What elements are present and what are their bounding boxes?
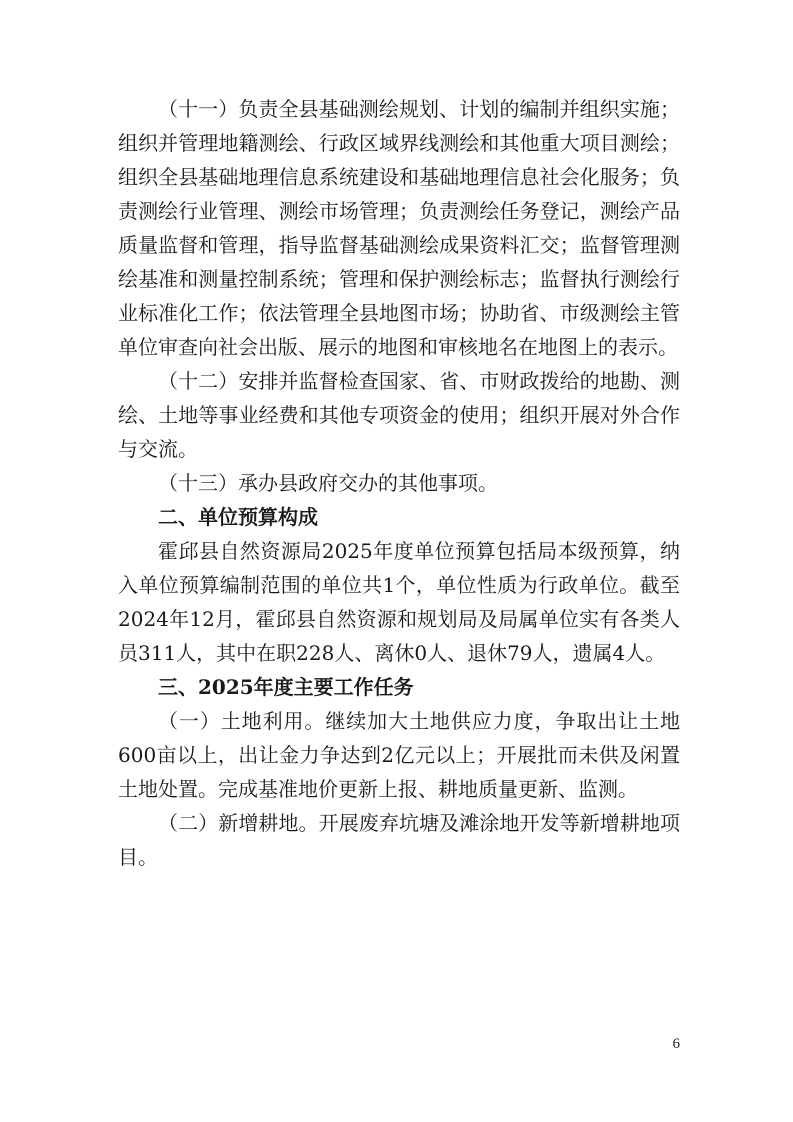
paragraph-task-land-use: （一）土地利用。继续加大土地供应力度，争取出让土地600亩以上，出让金力争达到2亿元以上；开展批而未供及闲置土地处置。完成基准地价更新上报、耕地质量更新、监测。: [118, 709, 680, 801]
document-body: [118, 92, 680, 874]
paragraph-duty-13: （十三）承办县政府交办的其他事项。: [158, 471, 498, 495]
paragraph-duty-12: （十二）安排并监督检查国家、省、市财政拨给的地勘、测绘、土地等事业经费和其他专项资金的使用；组织开展对外合作与交流。: [118, 369, 680, 461]
paragraph-budget-composition: 霍邱县自然资源局2025年度单位预算包括局本级预算，纳入单位预算编制范围的单位共1个，单位性质为行政单位。截至2024年12月，霍邱县自然资源和规划局及局属单位实有各类人员311人，其中在职228人、离休0人、退休79人，遗属4人。: [118, 539, 680, 665]
paragraph-task-new-farmland: （二）新增耕地。开展废弃坑塘及滩涂地开发等新增耕地项目。: [118, 811, 680, 869]
section-heading-budget-composition: 二、单位预算构成: [158, 505, 318, 529]
paragraph-duty-11: （十一）负责全县基础测绘规划、计划的编制并组织实施；组织并管理地籍测绘、行政区域界线测绘和其他重大项目测绘；组织全县基础地理信息系统建设和基础地理信息社会化服务；负责测绘行业管理、测绘市场管理；负责测绘任务登记，测绘产品质量监督和管理，指导监督基础测绘成果资料汇交；监督管理测绘基准和测量控制系统；管理和保护测绘标志；监督执行测绘行业标准化工作；依法管理全县地图市场；协助省、市级测绘主管单位审查向社会出版、展示的地图和审核地名在地图上的表示。: [118, 97, 680, 359]
page-number: 6: [672, 1036, 680, 1052]
section-heading-main-tasks: 三、2025年度主要工作任务: [158, 675, 414, 699]
